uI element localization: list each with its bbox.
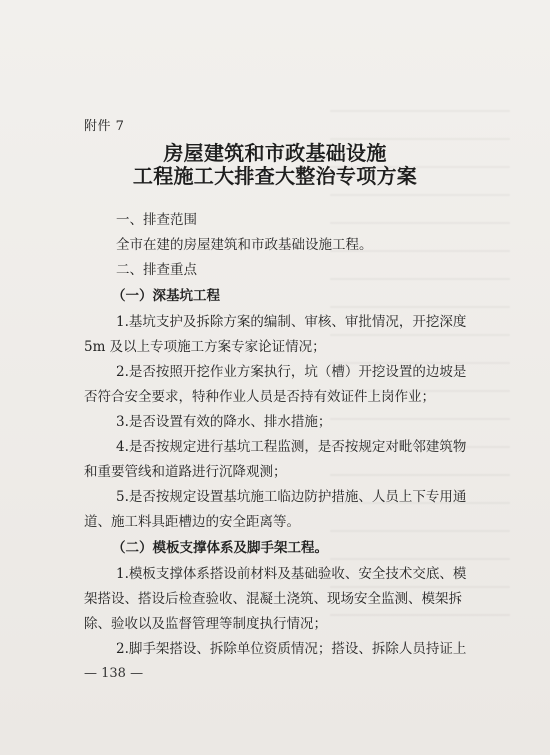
page-number: — 138 — bbox=[84, 666, 144, 681]
body-text-line: 否符合安全要求，特种作业人员是否持有效证件上岗作业； bbox=[84, 389, 435, 405]
section-heading-focus: 二、排查重点 bbox=[116, 262, 197, 278]
body-text-line: 1.模板支撑体系搭设前材料及基础验收、安全技术交底、模 bbox=[116, 566, 467, 582]
attachment-label: 附件 7 bbox=[84, 119, 125, 134]
subsection-heading-deep-foundation-pit: （一）深基坑工程 bbox=[112, 288, 220, 304]
body-text-line: 和重要管线和道路进行沉降观测； bbox=[84, 464, 287, 480]
body-text-line: 全市在建的房屋建筑和市政基础设施工程。 bbox=[116, 237, 373, 253]
body-text-line: 道、施工料具距槽边的安全距离等。 bbox=[84, 514, 300, 530]
subsection-heading-formwork-scaffolding: （二）模板支撑体系及脚手架工程。 bbox=[112, 540, 328, 556]
body-text-line: 5m 及以上专项施工方案专家论证情况； bbox=[84, 339, 326, 355]
body-text-line: 3.是否设置有效的降水、排水措施； bbox=[116, 414, 332, 430]
body-text-line: 2.是否按照开挖作业方案执行，坑（槽）开挖设置的边坡是 bbox=[116, 364, 467, 380]
body-text-line: 1.基坑支护及拆除方案的编制、审核、审批情况，开挖深度 bbox=[116, 314, 467, 330]
document-title-line-2: 工程施工大排查大整治专项方案 bbox=[132, 164, 418, 188]
body-text-line: 2.脚手架搭设、拆除单位资质情况；搭设、拆除人员持证上 bbox=[116, 641, 467, 657]
body-text-line: 4.是否按规定进行基坑工程监测，是否按规定对毗邻建筑物 bbox=[116, 439, 467, 455]
section-heading-scope: 一、排查范围 bbox=[116, 212, 197, 228]
body-text-line: 除、验收以及监督管理等制度执行情况； bbox=[84, 616, 327, 632]
body-text-line: 架搭设、搭设后检查验收、混凝土浇筑、现场安全监测、模架拆 bbox=[84, 591, 462, 607]
document-title-line-1: 房屋建筑和市政基础设施 bbox=[163, 141, 387, 165]
body-text-line: 5.是否按规定设置基坑施工临边防护措施、人员上下专用通 bbox=[116, 489, 467, 505]
